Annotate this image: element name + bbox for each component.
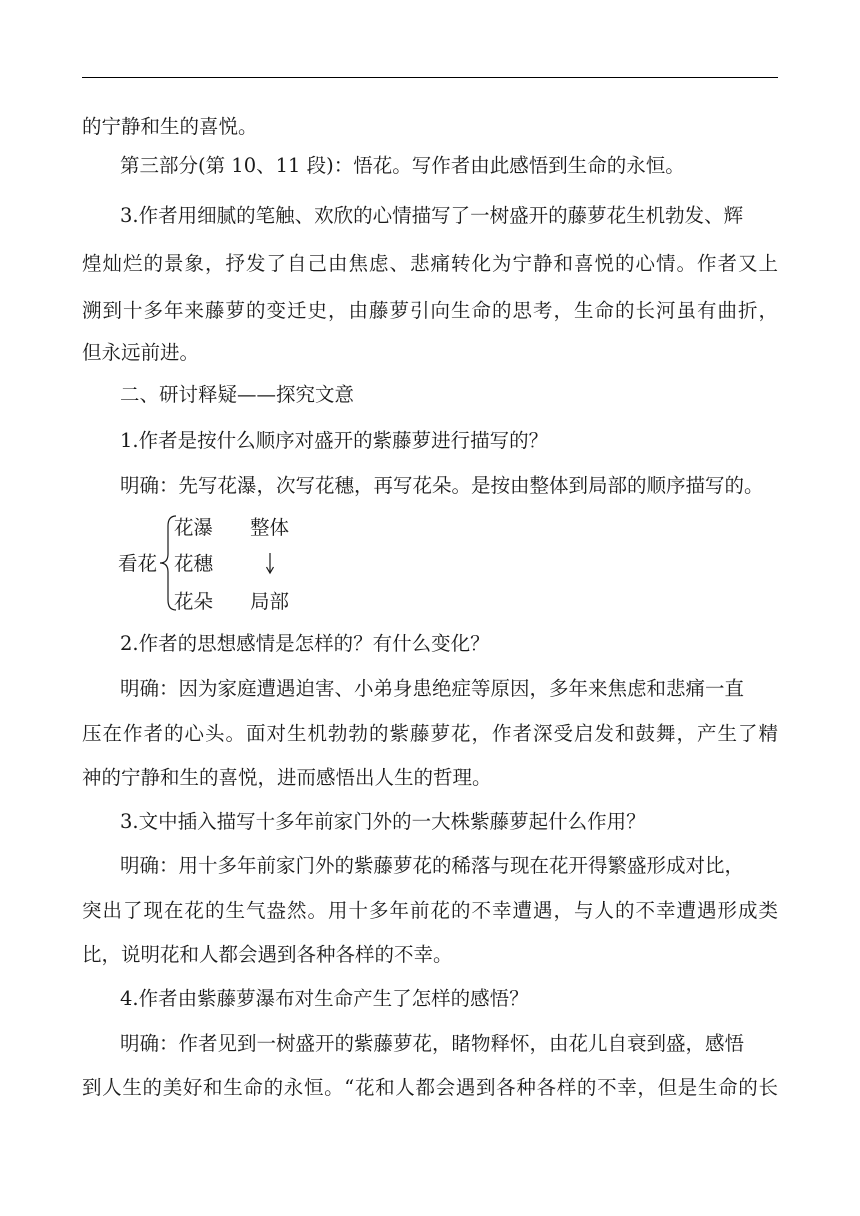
- text-line: 煌灿烂的景象，抒发了自己由焦虑、悲痛转化为宁静和喜悦的心情。作者又上: [82, 252, 778, 275]
- text-line: 突出了现在花的生气盎然。用十多年前花的不幸遭遇，与人的不幸遭遇形成类: [82, 899, 778, 922]
- diagram-item: 花瀑: [174, 516, 214, 539]
- diagram-root: 看花: [118, 552, 158, 575]
- text-line: 3.作者用细腻的笔触、欢欣的心情描写了一树盛开的藤萝花生机勃发、辉: [120, 204, 744, 227]
- header-rule: [82, 77, 778, 78]
- answer-line: 明确：作者见到一树盛开的紫藤萝花，睹物释怀，由花儿自衰到盛，感悟: [120, 1032, 745, 1055]
- answer-line: 明确：用十多年前家门外的紫藤萝花的稀落与现在花开得繁盛形成对比，: [120, 854, 745, 877]
- text-line: 溯到十多年来藤萝的变迁史，由藤萝引向生命的思考，生命的长河虽有曲折，: [82, 299, 778, 322]
- text-line: 的宁静和生的喜悦。: [82, 115, 258, 138]
- text-line: 神的宁静和生的喜悦，进而感悟出人生的哲理。: [82, 766, 492, 789]
- question: 3.文中插入描写十多年前家门外的一大株紫藤萝起什么作用？: [120, 810, 646, 833]
- question: 2.作者的思想感情是怎样的？有什么变化？: [120, 632, 490, 655]
- question: 1.作者是按什么顺序对盛开的紫藤萝进行描写的？: [120, 429, 549, 452]
- text-line: 到人生的美好和生命的永恒。“花和人都会遇到各种各样的不幸，但是生命的长: [82, 1076, 778, 1099]
- arrow-down-icon: [262, 552, 278, 576]
- diagram-item: 花穗: [174, 552, 214, 575]
- text-line: 压在作者的心头。面对生机勃勃的紫藤萝花，作者深受启发和鼓舞，产生了精: [82, 722, 778, 745]
- question: 4.作者由紫藤萝瀑布对生命产生了怎样的感悟？: [120, 987, 529, 1010]
- diagram-bottom-label: 局部: [250, 590, 290, 613]
- section-heading: 第三部分(第 10、11 段)：悟花。写作者由此感悟到生命的永恒。: [120, 154, 685, 177]
- section-heading: 二、研讨释疑——探究文意: [120, 383, 355, 406]
- answer-line: 明确：先写花瀑，次写花穗，再写花朵。是按由整体到局部的顺序描写的。: [120, 474, 764, 497]
- diagram-top-label: 整体: [250, 516, 290, 539]
- text-line: 比，说明花和人都会遇到各种各样的不幸。: [82, 943, 453, 966]
- diagram-item: 花朵: [174, 590, 214, 613]
- text-line: 但永远前进。: [82, 341, 200, 364]
- answer-line: 明确：因为家庭遭遇迫害、小弟身患绝症等原因，多年来焦虑和悲痛一直: [120, 677, 745, 700]
